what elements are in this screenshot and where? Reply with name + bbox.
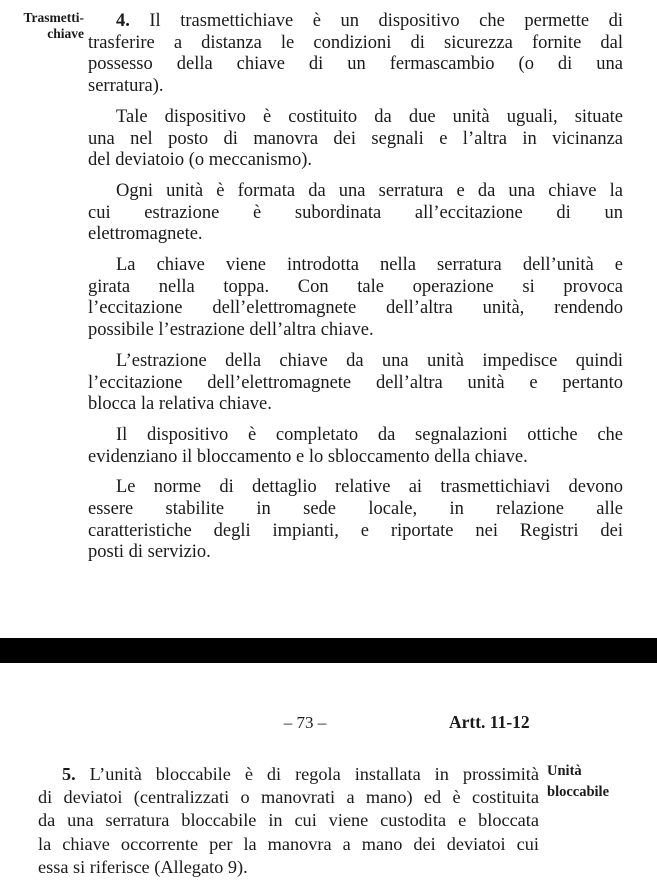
paragraph-4: La chiave viene introdotta nella serratura dell’unità e girata nella toppa. Con tale operazione si provoca l’eccitazione dell’elettromagnete dell’altra unità, rendendo possibile l’estrazione dell’altra chiave. <box>88 255 623 341</box>
page-number: – 73 – <box>283 713 327 732</box>
paragraph-6: Il dispositivo è completato da segnalazioni ottiche che evidenziano il bloccamento e lo sbloccamento della chiave. <box>88 424 623 467</box>
margin-label-trasmettichiave: Trasmetti- chiave <box>23 10 84 41</box>
article-reference: Artt. 11-12 <box>449 712 530 732</box>
margin-label-unita-bloccabile: Unità bloccabile <box>547 763 610 800</box>
paragraph-1: 4. Il trasmettichiave è un dispositivo che permette di trasferire a distanza le condizioni di sicurezza fornite dal possesso della chiave di un fermascambio (o di una serratura). <box>88 11 623 97</box>
paragraph-3: Ogni unità è formata da una serratura e da una chiave la cui estrazione è subordinata all’eccitazione di un elettromagnete. <box>88 180 623 245</box>
page-separator-bar <box>0 638 657 663</box>
paragraph-2: Tale dispositivo è costituito da due unità uguali, situate una nel posto di manovra dei segnali e l’altra in vicinanza del deviatoio (o meccanismo). <box>88 106 623 171</box>
paragraph-number: 4. <box>116 11 130 31</box>
page-header <box>0 713 657 735</box>
paragraph-8: 5. L’unità bloccabile è di regola installata in prossimità di deviatoi (centralizzati o manovrati a mano) ed è costituita da una serratura bloccabile in cui viene custodita e bloccata la chiave occorrente per la manovra a mano dei deviatoi cui essa si riferisce (Allegato 9). <box>38 764 539 877</box>
paragraph-5: L’estrazione della chiave da una unità impedisce quindi l’eccitazione dell’elettromagnete dell’altra unità e pertanto blocca la relativa chiave. <box>88 350 623 415</box>
article-5-body <box>38 763 539 879</box>
paragraph-number: 5. <box>62 764 76 784</box>
paragraph-7: Le norme di dettaglio relative ai trasmettichiavi devono essere stabilite in sede locale, in relazione alle caratteristiche degli impianti, e riportate nei Registri dei posti di servizio. <box>88 477 623 563</box>
article-4-body <box>88 11 623 564</box>
